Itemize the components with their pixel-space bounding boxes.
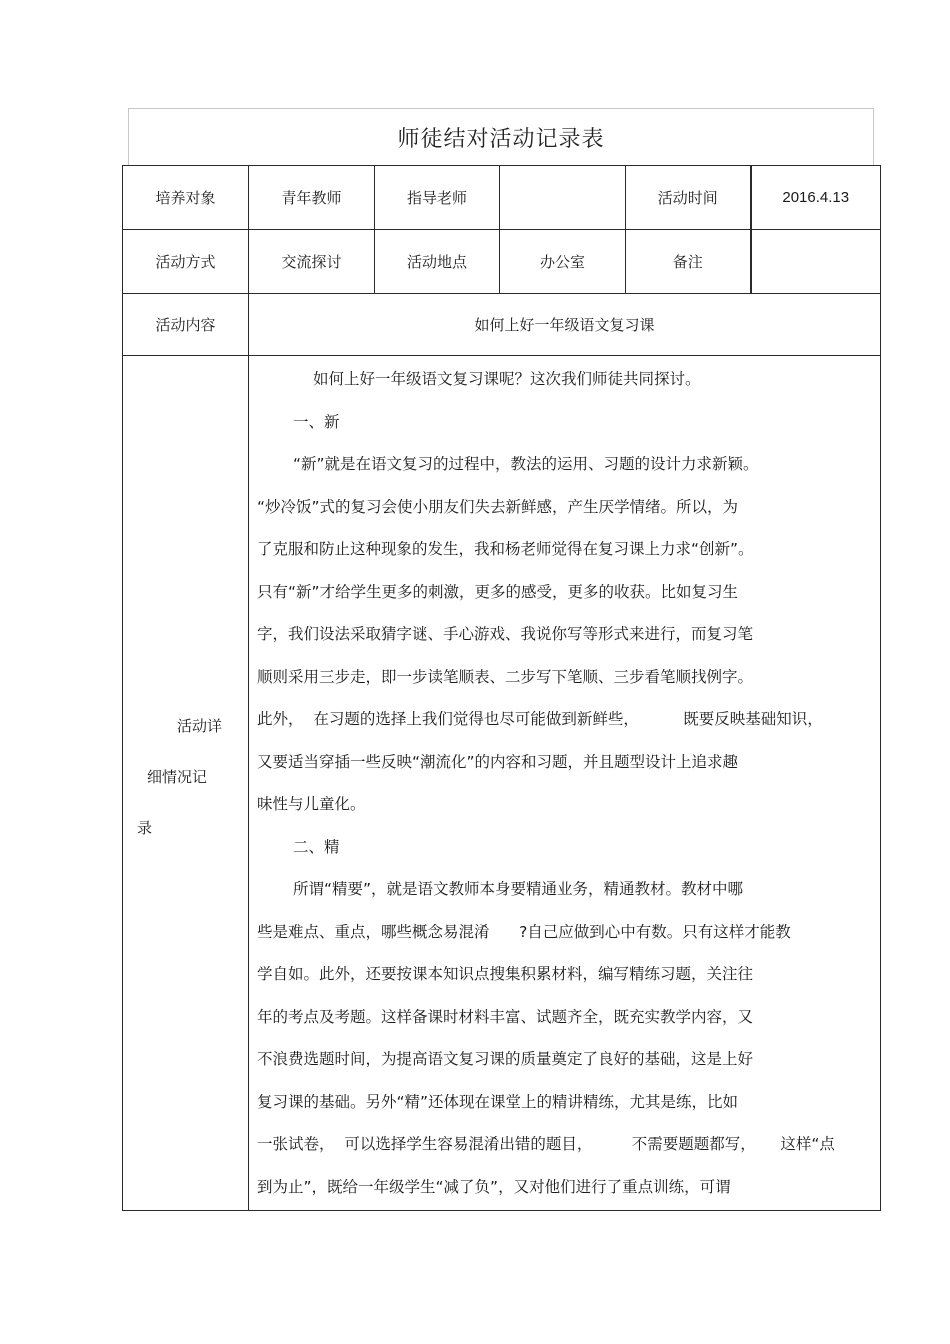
detail-line: 味性与儿童化。 [257,795,366,813]
detail-line: 年的考点及考题。这样备课时材料丰富、试题齐全，既充实教学内容，又 [257,1007,754,1026]
table-row [123,356,881,1211]
detail-heading: 二、精 [293,837,340,856]
table-row [123,166,881,230]
detail-line: 字，我们设法采取猜字谜、手心游戏、我说你写等形式来进行，而复习笔 [257,625,754,643]
detail-line: 所谓“精要”，就是语文教师本身要精通业务，精通教材。教材中哪 [293,880,744,898]
trainee-value: 青年教师 [249,166,375,230]
detail-line: 如何上好一年级语文复习课呢？这次我们师徒共同探讨。 [313,370,701,388]
activity-detail-label-line: 活动详 [177,717,223,735]
record-table [122,165,881,1211]
detail-line: 只有“新”才给学生更多的刺激，更多的感受，更多的收获。比如复习生 [257,582,739,601]
activity-detail-label-line: 细情况记 [147,768,208,786]
detail-line: 复习课的基础。另外“精”还体现在课堂上的精讲精练，尤其是练，比如 [257,1092,739,1111]
activity-location-value: 办公室 [500,230,626,294]
remarks-value [751,230,881,294]
mentor-label: 指导老师 [375,166,500,230]
detail-line: 不浪费选题时间，为提高语文复习课的质量奠定了良好的基础，这是上好 [257,1050,754,1068]
activity-mode-value: 交流探讨 [249,230,375,294]
activity-detail-label [123,356,249,1211]
detail-line: 些是难点、重点，哪些概念易混淆 ?自己应做到心中有数。只有这样才能教 [257,922,791,941]
activity-content-label: 活动内容 [123,294,249,356]
detail-line: 学自如。此外，还要按课本知识点搜集积累材料，编写精练习题，关注往 [257,965,754,983]
trainee-label: 培养对象 [123,166,249,230]
activity-time-value: 2016.4.13 [751,166,881,230]
title-box [128,108,874,165]
activity-time-label: 活动时间 [626,166,751,230]
detail-line: 顺则采用三步走，即一步读笔顺表、二步写下笔顺、三步看笔顺找例字。 [257,667,754,686]
detail-line: “新”就是在语文复习的过程中，教法的运用、习题的设计力求新颖。 [293,455,759,473]
detail-line: 一张试卷， 可以选择学生容易混淆出错的题目， 不需要题题都写， 这样“点 [257,1135,835,1153]
detail-heading: 一、新 [293,412,340,431]
detail-line: 了克服和防止这种现象的发生，我和杨老师觉得在复习课上力求“创新”。 [257,540,754,558]
detail-line: “炒冷饭”式的复习会使小朋友们失去新鲜感，产生厌学情绪。所以，为 [257,497,739,516]
activity-detail-body [249,356,881,1211]
table-row [123,294,881,356]
table-row [123,230,881,294]
activity-mode-label: 活动方式 [123,230,249,294]
activity-detail-label-line: 录 [137,819,153,837]
activity-content-value: 如何上好一年级语文复习课 [249,294,881,356]
detail-line: 此外， 在习题的选择上我们觉得也尽可能做到新鲜些， 既要反映基础知识， [257,710,823,728]
page-title: 师徒结对活动记录表 [397,126,605,152]
activity-location-label: 活动地点 [375,230,500,294]
mentor-value [500,166,626,230]
detail-line: 又要适当穿插一些反映“潮流化”的内容和习题，并且题型设计上追求趣 [257,752,739,771]
detail-line: 到为止”，既给一年级学生“减了负”，又对他们进行了重点训练，可谓 [257,1177,731,1196]
remarks-label: 备注 [626,230,751,294]
